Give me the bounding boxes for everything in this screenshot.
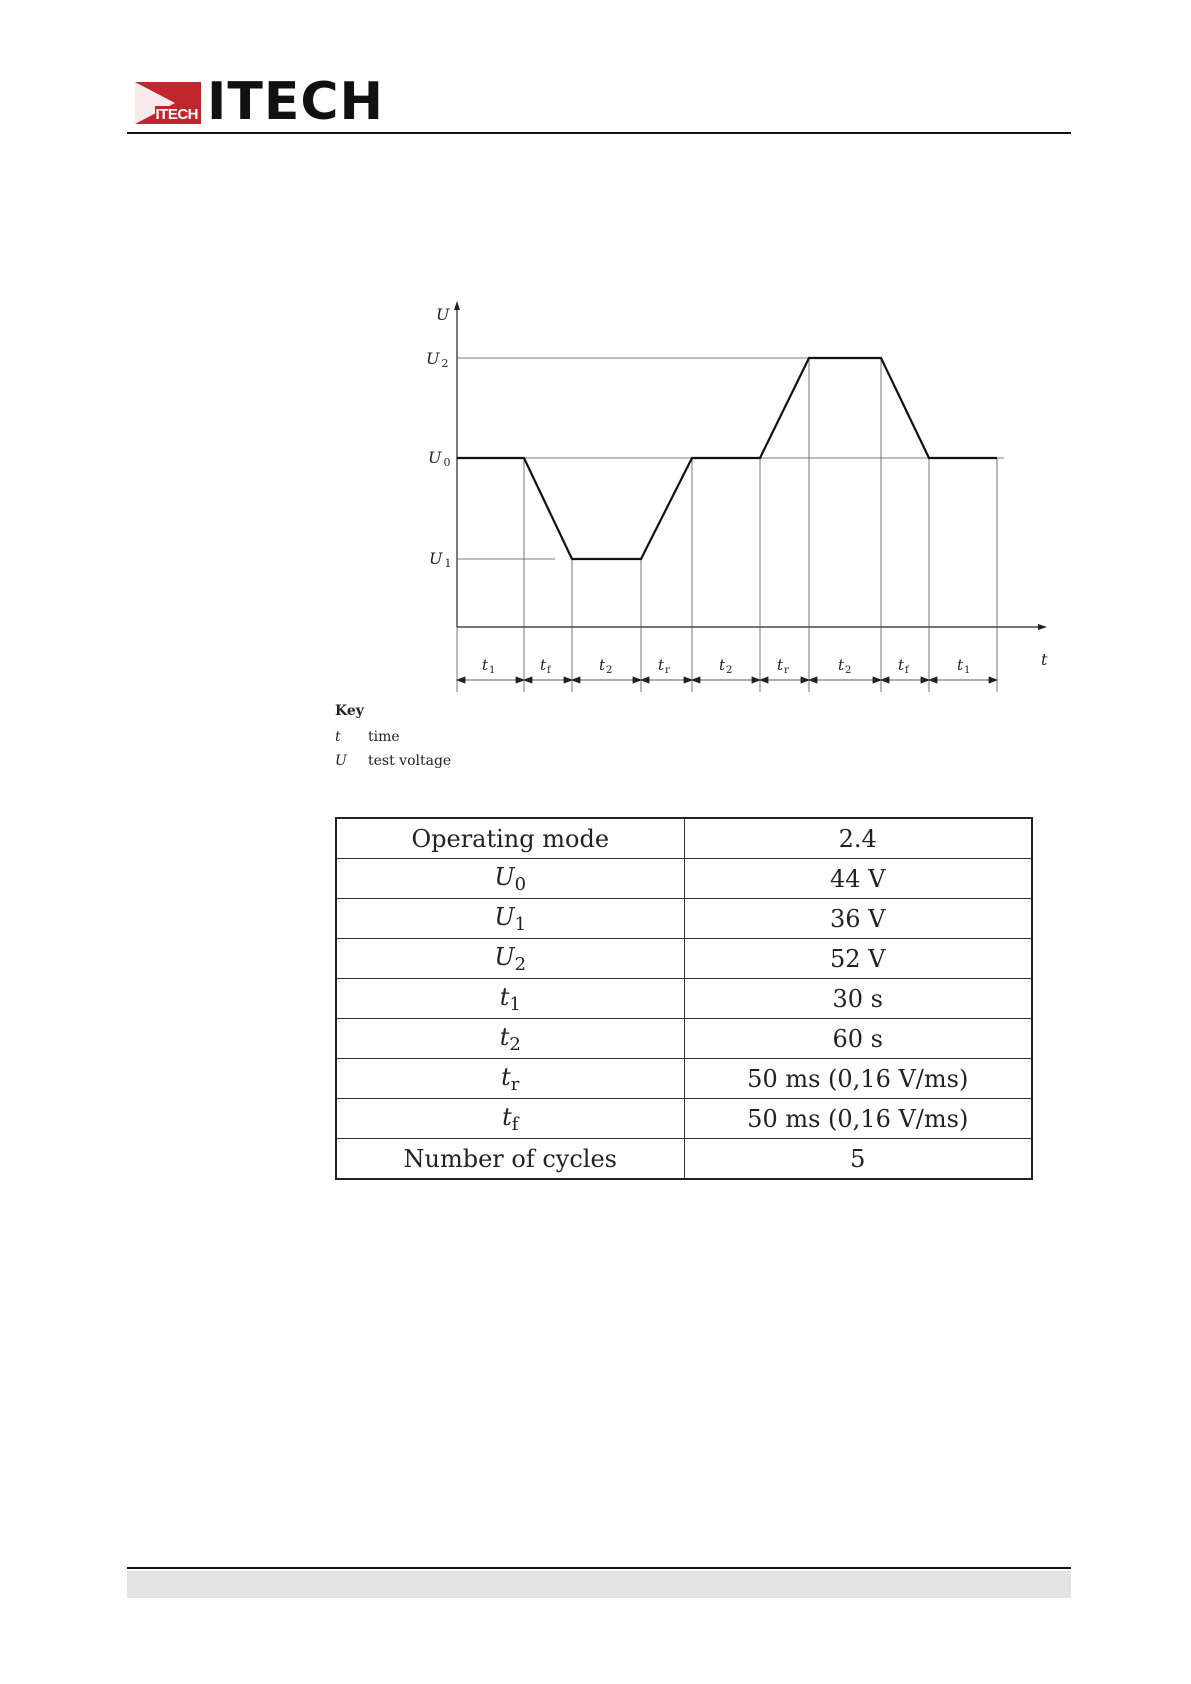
key-symbol: t	[335, 729, 341, 745]
parameter-name: $t_f$	[336, 1099, 684, 1139]
table-row	[336, 1059, 1032, 1099]
parameter-name: $U_2$	[336, 939, 684, 979]
key-item	[335, 725, 451, 749]
interval-label: $t_f$	[540, 656, 551, 676]
footer-bar	[127, 1571, 1071, 1598]
key-title: Key	[335, 703, 364, 719]
parameter-value: 5	[684, 1139, 1032, 1180]
voltage-profile-diagram	[400, 300, 1060, 700]
parameter-name: $t_r$	[336, 1059, 684, 1099]
table-row	[336, 899, 1032, 939]
level-label-u1: U 1	[429, 549, 452, 570]
parameter-name: $U_0$	[336, 859, 684, 899]
parameter-value: 52 V	[684, 939, 1032, 979]
interval-label: $t_1$	[482, 656, 496, 676]
interval-label: $t_f$	[898, 656, 909, 676]
logo-mark-text: ITECH	[155, 106, 198, 123]
footer-divider	[127, 1567, 1071, 1569]
x-axis-arrow	[1038, 624, 1047, 630]
interval-label: $t_1$	[957, 656, 971, 676]
parameter-name: $t_2$	[336, 1019, 684, 1059]
table-row	[336, 1139, 1032, 1180]
parameter-value: 44 V	[684, 859, 1032, 899]
x-axis-label: t	[1041, 650, 1048, 669]
parameter-name: $U_1$	[336, 899, 684, 939]
table-row	[336, 1019, 1032, 1059]
table-row	[336, 979, 1032, 1019]
test-parameter-table	[335, 817, 1033, 1180]
level-label-u0: U 0	[428, 448, 451, 469]
parameter-name: Number of cycles	[336, 1139, 684, 1180]
parameter-value: 2.4	[684, 818, 1032, 859]
parameter-name: Operating mode	[336, 818, 684, 859]
y-axis-label: U	[436, 305, 450, 324]
interval-dimension-arrows	[457, 677, 997, 683]
key-description: time	[368, 729, 400, 745]
parameter-value: 30 s	[684, 979, 1032, 1019]
interval-label: $t_r$	[658, 656, 670, 676]
parameter-value: 36 V	[684, 899, 1032, 939]
parameter-value: 50 ms (0,16 V/ms)	[684, 1059, 1032, 1099]
table-row	[336, 818, 1032, 859]
voltage-waveform	[457, 358, 997, 559]
parameter-name: $t_1$	[336, 979, 684, 1019]
key-item	[335, 749, 451, 773]
interval-label: $t_2$	[599, 656, 613, 676]
interval-label: $t_2$	[719, 656, 733, 676]
logo-wordmark: ITECH	[207, 72, 385, 132]
interval-label: $t_2$	[838, 656, 852, 676]
table-row	[336, 1099, 1032, 1139]
level-label-u2: U 2	[426, 349, 449, 370]
header-divider	[127, 132, 1071, 134]
interval-dividers	[457, 358, 997, 692]
logo-mark	[135, 82, 201, 124]
table-row	[336, 939, 1032, 979]
interval-label: $t_r$	[777, 656, 789, 676]
key-symbol: U	[335, 753, 347, 769]
y-axis-arrow	[454, 301, 460, 310]
key-description: test voltage	[368, 753, 452, 769]
itech-logo	[135, 72, 385, 132]
parameter-value: 50 ms (0,16 V/ms)	[684, 1099, 1032, 1139]
parameter-value: 60 s	[684, 1019, 1032, 1059]
diagram-key	[335, 703, 451, 773]
table-row	[336, 859, 1032, 899]
